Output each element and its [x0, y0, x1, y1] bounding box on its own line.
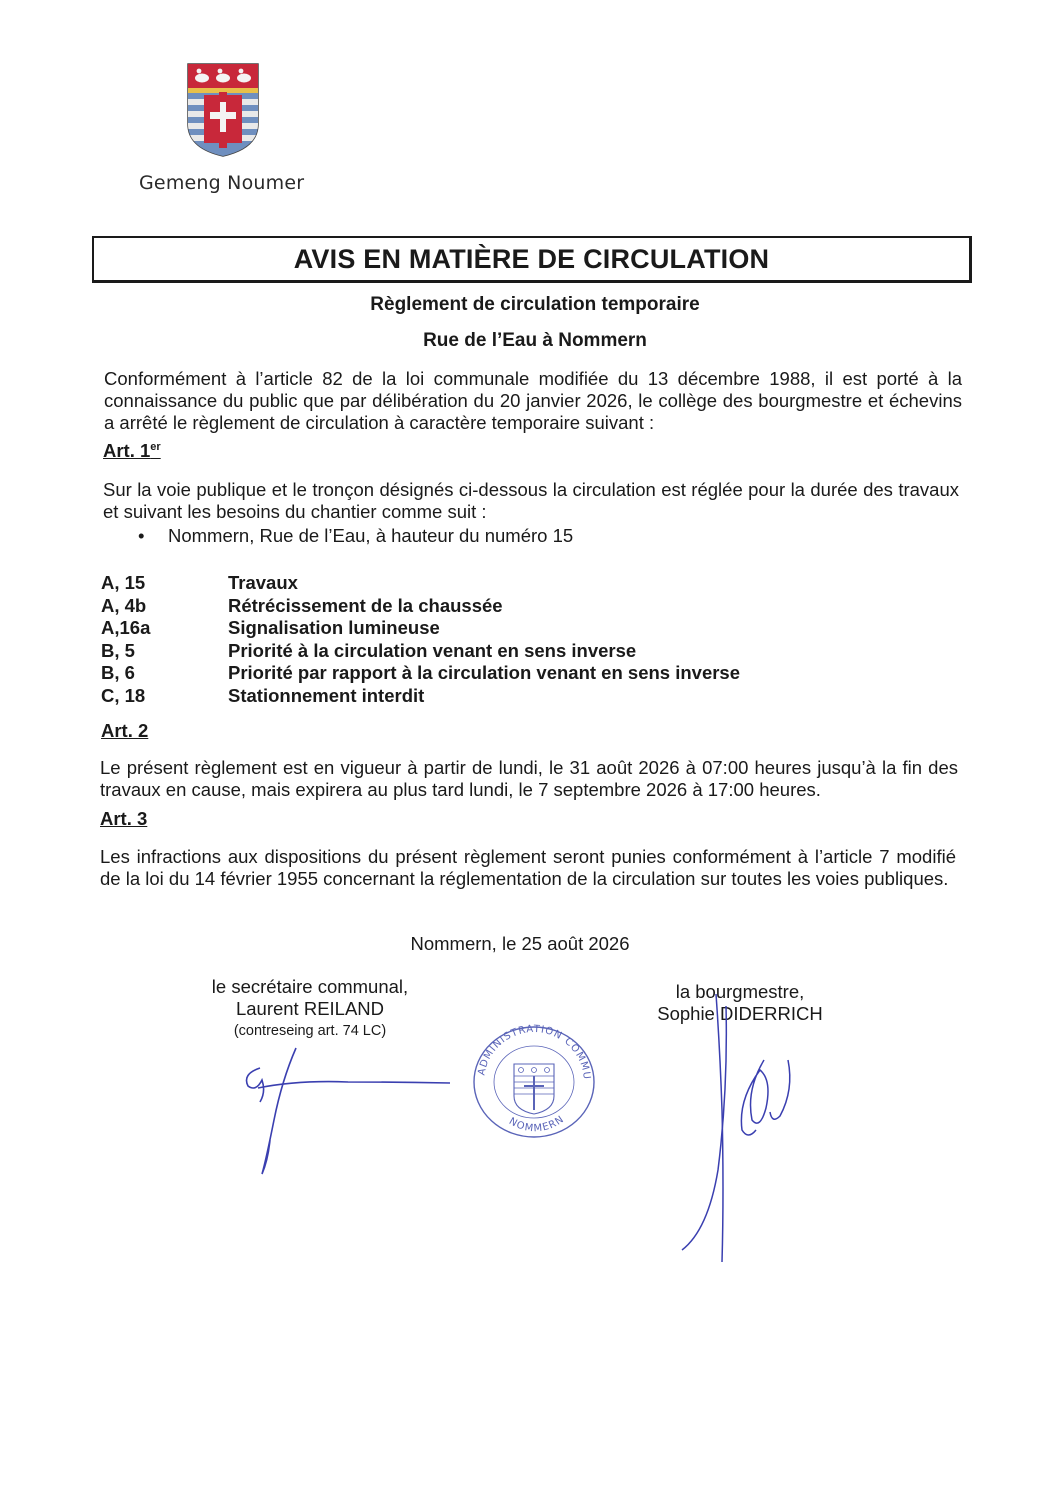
place-date: Nommern, le 25 août 2026 — [410, 933, 630, 954]
right-signatory-name: Sophie DIDERRICH — [657, 1003, 823, 1024]
sign-label: Travaux — [228, 572, 298, 593]
right-handwritten-signature — [676, 990, 806, 1270]
municipality-name: Gemeng Noumer — [139, 172, 305, 194]
sign-code: A, 4b — [101, 594, 147, 616]
sign-row — [101, 572, 740, 595]
intro-paragraph: Conformément à l’article 82 de la loi communale modifiée du 13 décembre 1988, il est porté à la connaissance du public que par délibération du 20 janvier 2026, le collège des bourgmestre et échevins a arrêté le règlement de circulation à caractère temporaire suivant : — [104, 368, 962, 433]
regulation-location: Rue de l’Eau à Nommern — [423, 330, 647, 351]
art1-bullet-text: Nommern, Rue de l’Eau, à hauteur du numéro 15 — [168, 525, 574, 546]
sign-code: A, 15 — [101, 572, 146, 593]
notice-title-box — [92, 236, 972, 283]
sign-label: Rétrécissement de la chaussée — [228, 594, 503, 616]
svg-text:NOMMERN — [507, 1114, 567, 1134]
traffic-signs-list — [101, 572, 740, 708]
sign-label: Stationnement interdit — [228, 684, 425, 706]
official-stamp — [463, 1012, 600, 1140]
regulation-subtitle: Règlement de circulation temporaire — [370, 294, 700, 315]
municipal-crest-logo — [186, 62, 260, 158]
sign-row — [101, 595, 740, 618]
sign-label: Priorité à la circulation venant en sens inverse — [228, 639, 637, 661]
sign-row — [101, 617, 740, 640]
stamp-bottom-text: NOMMERN — [506, 1113, 567, 1135]
sign-code: C, 18 — [101, 684, 146, 706]
left-handwritten-signature — [238, 1040, 458, 1180]
sign-code: B, 6 — [101, 662, 135, 684]
art2-heading: Art. 2 — [101, 720, 149, 741]
sign-code: B, 5 — [101, 639, 135, 661]
sign-code: A,16a — [101, 617, 151, 639]
left-signatory-block — [190, 976, 430, 1042]
art3-heading: Art. 3 — [100, 808, 148, 829]
art1-bullet-item: • Nommern, Rue de l’Eau, à hauteur du numéro 15 — [138, 525, 574, 546]
sign-row — [101, 662, 740, 685]
art3-paragraph: Les infractions aux dispositions du présent règlement seront punies conformément à l’article 7 modifié de la loi du 14 février 1955 concernant la réglementation de la circulation sur toutes les voies publiques. — [100, 846, 956, 889]
art1-heading: Art. 1er — [103, 440, 161, 461]
right-signatory-role: la bourgmestre, — [675, 981, 805, 1002]
left-signatory-note: (contreseing art. 74 LC) — [233, 1023, 387, 1039]
left-signatory-role: le secrétaire communal, — [211, 976, 409, 997]
notice-title: AVIS EN MATIÈRE DE CIRCULATION — [293, 243, 770, 274]
left-signatory-name: Laurent REILAND — [235, 998, 385, 1019]
sign-row — [101, 640, 740, 663]
art2-paragraph: Le présent règlement est en vigueur à partir de lundi, le 31 août 2026 à 07:00 heures jusqu’à la fin des travaux en cause, mais expirera au plus tard lundi, le 7 septembre 2026 à 17:00 heures. — [100, 757, 958, 800]
sign-label: Priorité par rapport à la circulation venant en sens inverse — [228, 662, 741, 684]
sign-row — [101, 685, 740, 708]
art1-paragraph: Sur la voie publique et le tronçon désignés ci-dessous la circulation est réglée pour la durée des travaux et suivant les besoins du chantier comme suit : — [103, 479, 959, 522]
sign-label: Signalisation lumineuse — [228, 617, 440, 639]
stamp-top-text: ADMINISTRATION COMMUNALE — [463, 1012, 593, 1081]
